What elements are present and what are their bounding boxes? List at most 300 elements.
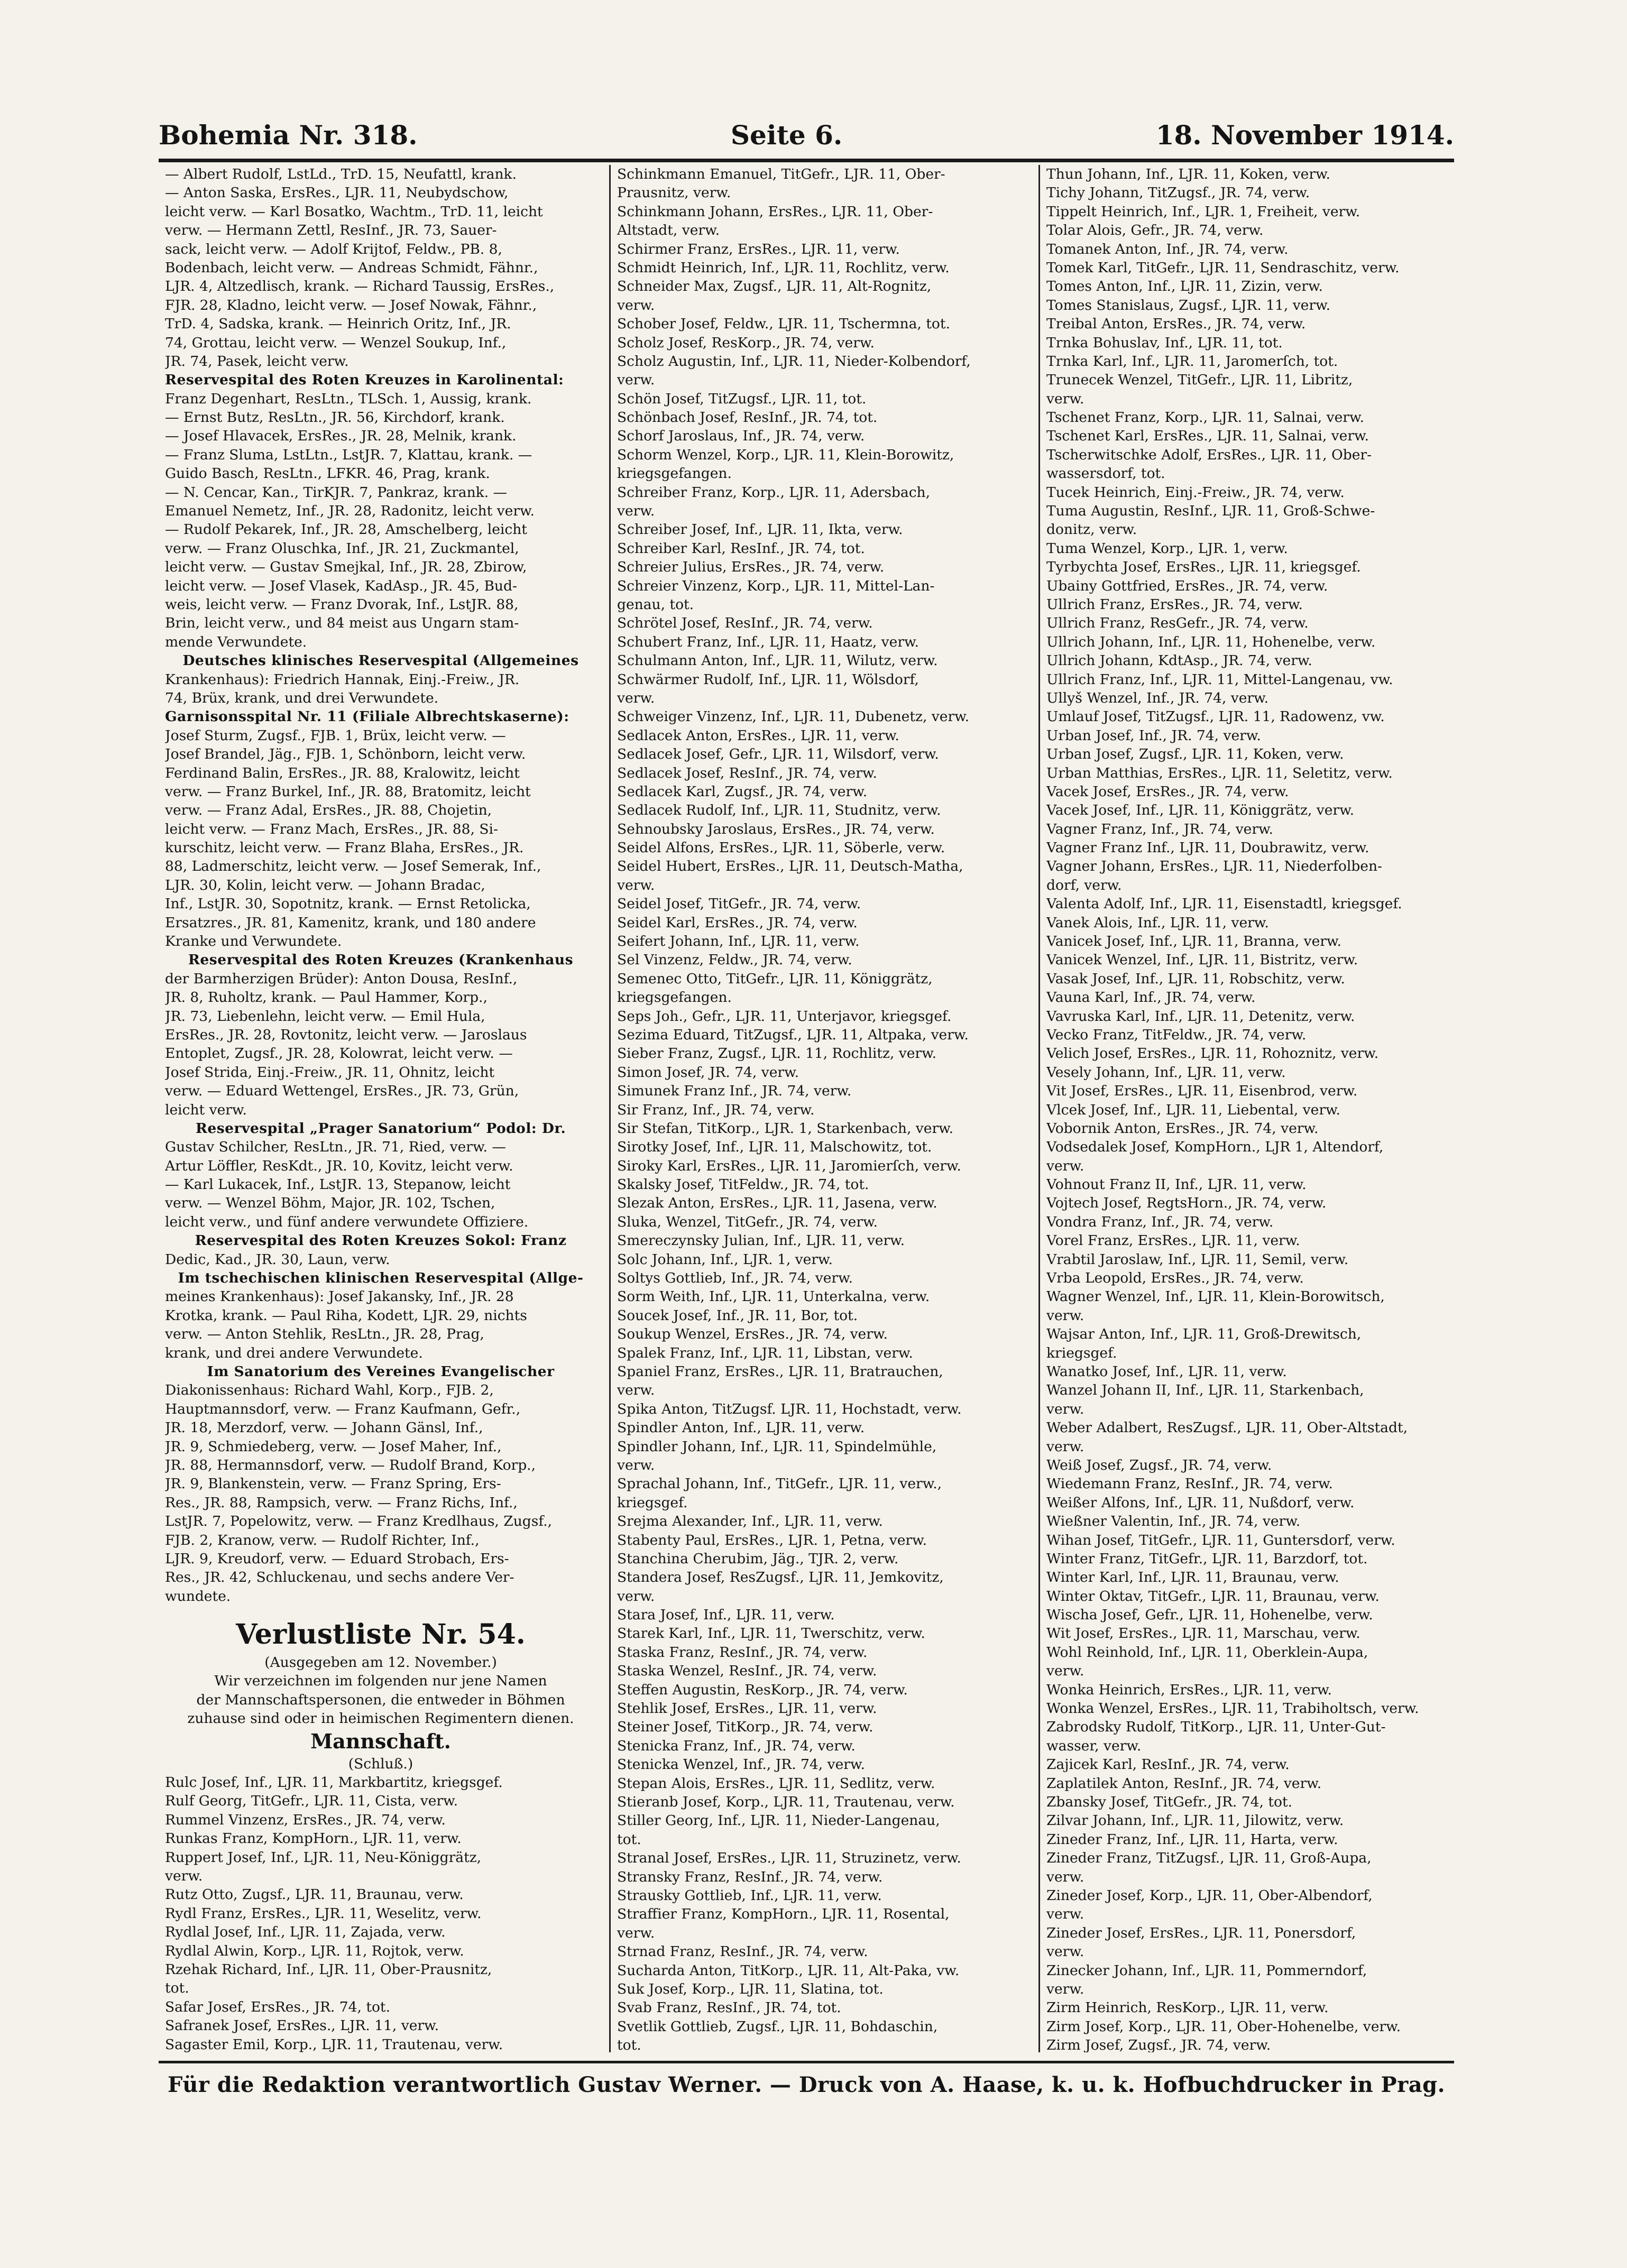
- text-line: Sir Stefan, TitKorp., LJR. 1, Starkenbach, verw.: [617, 1120, 954, 1137]
- text-line: Spalek Franz, Inf., LJR. 11, Libstan, verw.: [617, 1344, 913, 1361]
- text-line: verw.: [617, 689, 655, 706]
- text-line: Sluka, Wenzel, TitGefr., JR. 74, verw.: [617, 1213, 878, 1230]
- text-line: Vanicek Josef, Inf., LJR. 11, Branna, verw.: [1046, 933, 1341, 950]
- text-line: Rulc Josef, Inf., LJR. 11, Markbartitz, kriegsgef.: [165, 1774, 503, 1791]
- text-line: Staska Franz, ResInf., JR. 74, verw.: [617, 1644, 868, 1661]
- text-line: Srejma Alexander, Inf., LJR. 11, verw.: [617, 1513, 883, 1530]
- text-line: Schober Josef, Feldw., LJR. 11, Tschermna, tot.: [617, 316, 950, 333]
- text-line: Strnad Franz, ResInf., JR. 74, verw.: [617, 1943, 868, 1960]
- text-line: Scholz Augustin, Inf., LJR. 11, Nieder-Kolbendorf,: [617, 353, 971, 370]
- text-line: Sedlacek Karl, Zugsf., JR. 74, verw.: [617, 783, 868, 800]
- masthead-issue: Bohemia Nr. 318.: [159, 119, 418, 151]
- text-line: Rutz Otto, Zugsf., LJR. 11, Braunau, verw.: [165, 1886, 464, 1903]
- text-line: LJR. 9, Kreudorf, verw. — Eduard Strobach, Ers-: [165, 1550, 509, 1567]
- text-line: Schorm Wenzel, Korp., LJR. 11, Klein-Borowitz,: [617, 446, 954, 463]
- text-line: Runkas Franz, KompHorn., LJR. 11, verw.: [165, 1830, 462, 1847]
- text-line: Tuma Wenzel, Korp., LJR. 1, verw.: [1046, 540, 1288, 557]
- text-line: genau, tot.: [617, 596, 694, 613]
- text-line: Wohl Reinhold, Inf., LJR. 11, Oberklein-Aupa,: [1046, 1644, 1368, 1661]
- text-line: (Schluß.): [348, 1755, 413, 1772]
- text-line: Zineder Josef, ErsRes., LJR. 11, Ponersdorf,: [1046, 1924, 1356, 1941]
- text-line: Sedlacek Josef, Gefr., LJR. 11, Wilsdorf, verw.: [617, 746, 939, 763]
- text-line: Altstadt, verw.: [617, 222, 720, 239]
- text-line: JR. 74, Pasek, leicht verw.: [165, 353, 349, 370]
- text-line: Vacek Josef, ErsRes., JR. 74, verw.: [1046, 783, 1289, 800]
- text-line: verw.: [1046, 1307, 1084, 1324]
- text-line: Stanchina Cherubim, Jäg., TJR. 2, verw.: [617, 1550, 899, 1567]
- text-line: Treibal Anton, ErsRes., JR. 74, verw.: [1046, 316, 1306, 333]
- text-line: Wonka Heinrich, ErsRes., LJR. 11, verw.: [1046, 1681, 1332, 1698]
- text-line: Sir Franz, Inf., JR. 74, verw.: [617, 1101, 815, 1118]
- text-line: Rulf Georg, TitGefr., LJR. 11, Cista, verw.: [165, 1793, 458, 1810]
- text-line: verw.: [617, 503, 655, 520]
- text-line: kriegsgef.: [617, 1494, 688, 1511]
- text-line: Tomes Stanislaus, Zugsf., LJR. 11, verw.: [1046, 297, 1330, 314]
- text-line: donitz, verw.: [1046, 521, 1137, 538]
- text-line: verw.: [617, 1382, 655, 1399]
- text-line: Tolar Alois, Gefr., JR. 74, verw.: [1046, 222, 1264, 239]
- text-line: Smereczynsky Julian, Inf., LJR. 11, verw.: [617, 1232, 905, 1249]
- text-line: Dedic, Kad., JR. 30, Laun, verw.: [165, 1251, 390, 1268]
- text-line: Vlcek Josef, Inf., LJR. 11, Liebental, verw.: [1046, 1101, 1340, 1118]
- text-line: Wit Josef, ErsRes., LJR. 11, Marschau, verw.: [1046, 1625, 1361, 1642]
- text-line: Wießner Valentin, Inf., JR. 74, verw.: [1046, 1513, 1301, 1530]
- text-line: Hauptmannsdorf, verw. — Franz Kaufmann, Gefr.,: [165, 1400, 521, 1417]
- text-line: Tschenet Franz, Korp., LJR. 11, Salnai, verw.: [1046, 409, 1364, 426]
- text-line: Schubert Franz, Inf., LJR. 11, Haatz, verw.: [617, 633, 919, 650]
- text-line: (Ausgegeben am 12. November.): [264, 1654, 497, 1671]
- text-line: verw.: [1046, 1157, 1084, 1174]
- text-line: Artur Löffler, ResKdt., JR. 10, Kovitz, leicht verw.: [165, 1157, 513, 1174]
- column-left: [159, 165, 603, 2052]
- text-line: Wir verzeichnen im folgenden nur jene Namen: [214, 1673, 547, 1690]
- text-line: Schinkmann Johann, ErsRes., LJR. 11, Ober-: [617, 203, 933, 220]
- text-line: Weber Adalbert, ResZugsf., LJR. 11, Ober-Altstadt,: [1046, 1419, 1408, 1436]
- text-line: verw.: [1046, 1438, 1084, 1455]
- text-line: Sieber Franz, Zugsf., LJR. 11, Rochlitz, verw.: [617, 1045, 937, 1062]
- text-line: Wischa Josef, Gefr., LJR. 11, Hohenelbe, verw.: [1046, 1607, 1373, 1624]
- text-line: verw. — Franz Burkel, Inf., JR. 88, Bratomitz, leicht: [165, 783, 531, 800]
- text-line: Slezak Anton, ErsRes., LJR. 11, Jasena, verw.: [617, 1195, 937, 1212]
- text-line: leicht verw. — Josef Vlasek, KadAsp., JR. 45, Bud-: [165, 577, 517, 594]
- text-line: Thun Johann, Inf., LJR. 11, Koken, verw.: [1046, 166, 1330, 182]
- text-line: verw.: [617, 1924, 655, 1941]
- text-line: TrD. 4, Sadska, krank. — Heinrich Oritz, Inf., JR.: [165, 316, 511, 333]
- text-line: Res., JR. 88, Rampsich, verw. — Franz Richs, Inf.,: [165, 1494, 518, 1511]
- text-line: Gustav Schilcher, ResLtn., JR. 71, Ried, verw. —: [165, 1139, 506, 1156]
- text-line: verw. — Franz Adal, ErsRes., JR. 88, Chojetin,: [165, 802, 492, 819]
- text-line: Urban Josef, Zugsf., LJR. 11, Koken, verw.: [1046, 746, 1344, 763]
- text-line: Ubainy Gottfried, ErsRes., JR. 74, verw.: [1046, 577, 1328, 594]
- text-line: Stranal Josef, ErsRes., LJR. 11, Struzinetz, verw.: [617, 1850, 961, 1867]
- text-line: 88, Ladmerschitz, leicht verw. — Josef Semerak, Inf.,: [165, 858, 541, 875]
- text-line: Seps Joh., Gefr., LJR. 11, Unterjavor, kriegsgef.: [617, 1008, 952, 1025]
- text-line: Sucharda Anton, TitKorp., LJR. 11, Alt-Paka, vw.: [617, 1962, 960, 1979]
- text-line: mende Verwundete.: [165, 633, 307, 650]
- text-line: der Mannschaftspersonen, die entweder in Böhmen: [196, 1691, 565, 1708]
- text-line: verw.: [617, 297, 655, 314]
- text-line: Wagner Wenzel, Inf., LJR. 11, Klein-Borowitsch,: [1046, 1288, 1385, 1305]
- text-line: Schreier Julius, ErsRes., JR. 74, verw.: [617, 559, 885, 576]
- text-line: Seidel Josef, TitGefr., JR. 74, verw.: [617, 896, 861, 912]
- text-line: Stabenty Paul, ErsRes., LJR. 1, Petna, verw.: [617, 1532, 927, 1548]
- text-line: Vrabtil Jaroslaw, Inf., LJR. 11, Semil, verw.: [1046, 1251, 1349, 1268]
- text-line: LstJR. 7, Popelowitz, verw. — Franz Kredlhaus, Zugsf.,: [165, 1513, 553, 1530]
- text-line: — Rudolf Pekarek, Inf., JR. 28, Amschelberg, leicht: [165, 521, 527, 538]
- text-line: 74, Brüx, krank, und drei Verwundete.: [165, 689, 439, 706]
- text-line: Zabrodsky Rudolf, TitKorp., LJR. 11, Unter-Gut-: [1046, 1719, 1386, 1736]
- text-line: Ullrich Franz, ErsRes., JR. 74, verw.: [1046, 596, 1303, 613]
- text-line: wasser, verw.: [1046, 1737, 1142, 1754]
- text-line: verw. — Eduard Wettengel, ErsRes., JR. 73, Grün,: [165, 1083, 519, 1100]
- text-line: Vrba Leopold, ErsRes., JR. 74, verw.: [1046, 1270, 1304, 1287]
- text-line: Bodenbach, leicht verw. — Andreas Schmidt, Fähnr.,: [165, 259, 538, 276]
- text-line: — Josef Hlavacek, ErsRes., JR. 28, Melnik, krank.: [165, 428, 517, 445]
- text-line: Soltys Gottlieb, Inf., JR. 74, verw.: [617, 1270, 853, 1287]
- text-line: JR. 88, Hermannsdorf, verw. — Rudolf Brand, Korp.,: [165, 1456, 536, 1473]
- text-line: Spika Anton, TitZugsf. LJR. 11, Hochstadt, verw.: [617, 1400, 962, 1417]
- text-line: dorf, verw.: [1046, 877, 1122, 893]
- text-line: Schreier Vinzenz, Korp., LJR. 11, Mittel-Lan-: [617, 577, 935, 594]
- text-line: verw.: [617, 1456, 655, 1473]
- text-line: Inf., LstJR. 30, Sopotnitz, krank. — Ernst Retolicka,: [165, 896, 531, 912]
- text-line: Rydlal Josef, Inf., LJR. 11, Zajada, verw.: [165, 1924, 446, 1941]
- text-line: Diakonissenhaus: Richard Wahl, Korp., FJB. 2,: [165, 1382, 494, 1399]
- text-line: Soukup Wenzel, ErsRes., JR. 74, verw.: [617, 1326, 888, 1343]
- text-line: Wanzel Johann II, Inf., LJR. 11, Starkenbach,: [1046, 1382, 1364, 1399]
- text-line: leicht verw., und fünf andere verwundete Offiziere.: [165, 1213, 529, 1230]
- masthead-rule: [159, 159, 1454, 162]
- text-line: FJR. 28, Kladno, leicht verw. — Josef Nowak, Fähnr.,: [165, 297, 537, 314]
- text-line: Schrötel Josef, ResInf., JR. 74, verw.: [617, 615, 873, 632]
- text-line: Velich Josef, ErsRes., LJR. 11, Rohoznitz, verw.: [1046, 1045, 1379, 1062]
- text-line: Ullyš Wenzel, Inf., JR. 74, verw.: [1046, 689, 1269, 706]
- text-line: verw.: [1046, 1400, 1084, 1417]
- text-line: Seifert Johann, Inf., LJR. 11, verw.: [617, 933, 860, 950]
- text-line: Ullrich Franz, Inf., LJR. 11, Mittel-Langenau, vw.: [1046, 671, 1393, 688]
- text-line: JR. 9, Blankenstein, verw. — Franz Spring, Ers-: [165, 1476, 501, 1492]
- text-line: Safranek Josef, ErsRes., LJR. 11, verw.: [165, 2017, 439, 2034]
- subheading-line: Reservespital des Roten Kreuzes in Karolinental:: [165, 372, 564, 389]
- text-line: tot.: [617, 2037, 641, 2052]
- text-line: Stenicka Franz, Inf., JR. 74, verw.: [617, 1737, 856, 1754]
- subheading-line: Im Sanatorium des Vereines Evangelischer: [207, 1363, 555, 1380]
- text-line: Vagner Franz, Inf., JR. 74, verw.: [1046, 820, 1273, 837]
- text-line: Zilvar Johann, Inf., LJR. 11, Jilowitz, verw.: [1046, 1812, 1344, 1829]
- text-line: Wanatko Josef, Inf., LJR. 11, verw.: [1046, 1363, 1287, 1380]
- text-line: Sirotky Josef, Inf., LJR. 11, Malschowitz, tot.: [617, 1139, 932, 1156]
- text-line: Umlauf Josef, TitZugsf., LJR. 11, Radowenz, vw.: [1046, 708, 1385, 725]
- text-line: Prausnitz, verw.: [617, 185, 731, 201]
- text-line: Ferdinand Balin, ErsRes., JR. 88, Kralowitz, leicht: [165, 764, 520, 781]
- text-line: — Franz Sluma, LstLtn., LstJR. 7, Klattau, krank. —: [165, 446, 532, 463]
- text-line: — Albert Rudolf, LstLd., TrD. 15, Neufattl, krank.: [165, 166, 517, 182]
- text-line: Tucek Heinrich, Einj.-Freiw., JR. 74, verw.: [1046, 484, 1345, 501]
- text-line: Vodsedalek Josef, KompHorn., LJR 1, Altendorf,: [1046, 1139, 1384, 1156]
- text-line: Sel Vinzenz, Feldw., JR. 74, verw.: [617, 952, 852, 969]
- text-line: Vacek Josef, Inf., LJR. 11, Königgrätz, verw.: [1046, 802, 1355, 819]
- text-line: Trnka Karl, Inf., LJR. 11, Jaromerſch, tot.: [1046, 353, 1338, 370]
- text-line: Safar Josef, ErsRes., JR. 74, tot.: [165, 1998, 391, 2015]
- text-line: Ullrich Franz, ResGefr., JR. 74, verw.: [1046, 615, 1309, 632]
- text-line: Schinkmann Emanuel, TitGefr., LJR. 11, Ober-: [617, 166, 945, 182]
- subheading-line: Im tschechischen klinischen Reservespital (Allge-: [178, 1270, 584, 1287]
- text-line: verw.: [1046, 1906, 1084, 1923]
- text-line: Valenta Adolf, Inf., LJR. 11, Eisenstadtl, kriegsgef.: [1046, 896, 1402, 912]
- text-line: Urban Matthias, ErsRes., LJR. 11, Seletitz, verw.: [1046, 764, 1393, 781]
- text-line: Schreiber Josef, Inf., LJR. 11, Ikta, verw.: [617, 521, 903, 538]
- text-line: verw.: [617, 1588, 655, 1605]
- text-line: Schweiger Vinzenz, Inf., LJR. 11, Dubenetz, verw.: [617, 708, 970, 725]
- text-line: Skalsky Josef, TitFeldw., JR. 74, tot.: [617, 1176, 869, 1193]
- text-line: Schulmann Anton, Inf., LJR. 11, Wilutz, verw.: [617, 652, 938, 669]
- text-line: Ersatzres., JR. 81, Kamenitz, krank, und 180 andere: [165, 914, 536, 931]
- text-line: — Anton Saska, ErsRes., LJR. 11, Neubydschow,: [165, 185, 509, 201]
- text-line: Schreiber Karl, ResInf., JR. 74, tot.: [617, 540, 865, 557]
- text-line: wassersdorf, tot.: [1046, 465, 1165, 482]
- text-line: Josef Sturm, Zugsf., FJB. 1, Brüx, leicht verw. —: [165, 727, 506, 744]
- text-line: Ruppert Josef, Inf., LJR. 11, Neu-Königgrätz,: [165, 1849, 482, 1866]
- text-line: verw.: [165, 1867, 203, 1884]
- text-line: verw. — Wenzel Böhm, Major, JR. 102, Tschen,: [165, 1195, 495, 1212]
- text-line: JR. 8, Ruholtz, krank. — Paul Hammer, Korp.,: [165, 989, 488, 1006]
- text-line: Seidel Hubert, ErsRes., LJR. 11, Deutsch-Matha,: [617, 858, 963, 875]
- text-line: Semenec Otto, TitGefr., LJR. 11, Königgrätz,: [617, 970, 933, 987]
- text-line: Vasak Josef, Inf., LJR. 11, Robschitz, verw.: [1046, 970, 1345, 987]
- text-line: Tichy Johann, TitZugsf., JR. 74, verw.: [1046, 185, 1310, 201]
- text-line: verw.: [1046, 390, 1084, 407]
- column-middle: [609, 165, 1032, 2052]
- masthead-date: 18. November 1914.: [1155, 119, 1454, 151]
- section-title: Verlustliste Nr. 54.: [236, 1618, 526, 1651]
- text-line: verw.: [617, 877, 655, 893]
- text-line: Zirm Heinrich, ResKorp., LJR. 11, verw.: [1046, 1999, 1329, 2016]
- text-line: Franz Degenhart, ResLtn., TLSch. 1, Aussig, krank.: [165, 390, 532, 407]
- text-line: Vagner Johann, ErsRes., LJR. 11, Niederfolben-: [1046, 858, 1383, 875]
- text-line: Stieranb Josef, Korp., LJR. 11, Trautenau, verw.: [617, 1793, 955, 1810]
- text-line: Spindler Johann, Inf., LJR. 11, Spindelmühle,: [617, 1438, 937, 1455]
- text-line: Zineder Josef, Korp., LJR. 11, Ober-Albendorf,: [1046, 1887, 1373, 1904]
- text-line: Tomek Karl, TitGefr., LJR. 11, Sendraschitz, verw.: [1046, 259, 1400, 276]
- text-line: Weißer Alfons, Inf., LJR. 11, Nußdorf, verw.: [1046, 1494, 1355, 1511]
- text-line: Schreiber Franz, Korp., LJR. 11, Adersbach,: [617, 484, 931, 501]
- text-line: Vauna Karl, Inf., JR. 74, verw.: [1046, 989, 1256, 1006]
- text-line: Sedlacek Rudolf, Inf., LJR. 11, Studnitz, verw.: [617, 802, 941, 819]
- text-line: Svetlik Gottlieb, Zugsf., LJR. 11, Bohdaschin,: [617, 2018, 938, 2035]
- text-line: verw.: [1046, 1663, 1084, 1680]
- text-line: Sprachal Johann, Inf., TitGefr., LJR. 11, verw.,: [617, 1476, 942, 1492]
- text-line: Zirm Josef, Korp., LJR. 11, Ober-Hohenelbe, verw.: [1046, 2018, 1401, 2035]
- text-line: leicht verw. — Franz Mach, ErsRes., JR. 88, Si-: [165, 820, 498, 837]
- text-line: Vorel Franz, ErsRes., LJR. 11, verw.: [1046, 1232, 1300, 1249]
- text-line: — Karl Lukacek, Inf., LstJR. 13, Stepanow, leicht: [165, 1176, 511, 1193]
- text-line: Vohnout Franz II, Inf., LJR. 11, verw.: [1046, 1176, 1307, 1193]
- text-line: zuhause sind oder in heimischen Regimentern dienen.: [187, 1710, 574, 1727]
- text-line: Stara Josef, Inf., LJR. 11, verw.: [617, 1607, 835, 1624]
- text-line: Strausky Gottlieb, Inf., LJR. 11, verw.: [617, 1887, 882, 1904]
- text-line: Trunecek Wenzel, TitGefr., LJR. 11, Libritz,: [1046, 372, 1353, 389]
- text-line: Steffen Augustin, ResKorp., JR. 74, verw.: [617, 1681, 908, 1698]
- section-heading: Mannschaft.: [310, 1729, 451, 1753]
- text-line: Vit Josef, ErsRes., LJR. 11, Eisenbrod, verw.: [1046, 1083, 1358, 1100]
- text-line: leicht verw.: [165, 1101, 247, 1118]
- masthead-page-number: Seite 6.: [730, 119, 843, 151]
- text-line: Tippelt Heinrich, Inf., LJR. 1, Freiheit, verw.: [1046, 203, 1361, 220]
- text-line: Suk Josef, Korp., LJR. 11, Slatina, tot.: [617, 1980, 884, 1997]
- text-line: Vanek Alois, Inf., LJR. 11, verw.: [1046, 914, 1269, 931]
- column-right: [1038, 165, 1456, 2052]
- text-line: LJR. 4, Altzedlisch, krank. — Richard Taussig, ErsRes.,: [165, 278, 555, 295]
- text-line: Tomes Anton, Inf., LJR. 11, Zizin, verw.: [1046, 278, 1323, 295]
- text-line: Vondra Franz, Inf., JR. 74, verw.: [1046, 1213, 1274, 1230]
- text-line: meines Krankenhaus): Josef Jakansky, Inf., JR. 28: [165, 1288, 514, 1305]
- text-line: Schönbach Josef, ResInf., JR. 74, tot.: [617, 409, 878, 426]
- text-line: sack, leicht verw. — Adolf Krijtof, Feldw., PB. 8,: [165, 241, 502, 257]
- text-line: Kranke und Verwundete.: [165, 933, 342, 950]
- text-line: — Ernst Butz, ResLtn., JR. 56, Kirchdorf, krank.: [165, 409, 505, 426]
- text-line: verw. — Hermann Zettl, ResInf., JR. 73, Sauer-: [165, 222, 497, 239]
- text-line: Starek Karl, Inf., LJR. 11, Twerschitz, verw.: [617, 1625, 925, 1642]
- text-line: Soucek Josef, Inf., JR. 11, Bor, tot.: [617, 1307, 858, 1324]
- masthead: [159, 114, 1454, 151]
- text-line: Rydl Franz, ErsRes., LJR. 11, Weselitz, verw.: [165, 1905, 482, 1922]
- text-line: verw.: [1046, 1980, 1084, 1997]
- text-line: Stransky Franz, ResInf., JR. 74, verw.: [617, 1868, 883, 1885]
- text-line: Sorm Weith, Inf., LJR. 11, Unterkalna, verw.: [617, 1288, 930, 1305]
- text-line: Wajsar Anton, Inf., LJR. 11, Groß-Drewitsch,: [1046, 1326, 1362, 1343]
- text-line: Standera Josef, ResZugsf., LJR. 11, Jemkovitz,: [617, 1569, 944, 1586]
- text-line: Stehlik Josef, ErsRes., LJR. 11, verw.: [617, 1700, 877, 1717]
- text-line: Krankenhaus): Friedrich Hannak, Einj.-Freiw., JR.: [165, 671, 520, 688]
- text-line: Scholz Josef, ResKorp., JR. 74, verw.: [617, 334, 875, 351]
- text-line: verw. — Anton Stehlik, ResLtn., JR. 28, Prag,: [165, 1326, 484, 1343]
- subheading-line: Reservespital des Roten Kreuzes (Krankenhaus: [188, 952, 574, 969]
- text-line: Zineder Franz, TitZugsf., LJR. 11, Groß-Aupa,: [1046, 1850, 1372, 1867]
- text-line: verw. — Franz Oluschka, Inf., JR. 21, Zuckmantel,: [165, 540, 519, 557]
- text-line: Solc Johann, Inf., LJR. 1, verw.: [617, 1251, 833, 1268]
- text-line: Vavruska Karl, Inf., LJR. 11, Detenitz, verw.: [1046, 1008, 1355, 1025]
- text-line: JR. 18, Merzdorf, verw. — Johann Gänsl, Inf.,: [165, 1419, 483, 1436]
- text-line: Trnka Bohuslav, Inf., LJR. 11, tot.: [1046, 334, 1283, 351]
- text-line: der Barmherzigen Brüder): Anton Dousa, ResInf.,: [165, 970, 518, 987]
- text-line: Schmidt Heinrich, Inf., LJR. 11, Rochlitz, verw.: [617, 259, 950, 276]
- text-line: Zajicek Karl, ResInf., JR. 74, verw.: [1046, 1756, 1290, 1773]
- footer-rule: [159, 2061, 1454, 2063]
- text-line: Res., JR. 42, Schluckenau, und sechs andere Ver-: [165, 1569, 514, 1586]
- text-line: Winter Franz, TitGefr., LJR. 11, Barzdorf, tot.: [1046, 1550, 1368, 1567]
- subheading-line: Reservespital „Prager Sanatorium“ Podol: Dr.: [195, 1120, 566, 1137]
- text-line: Sedlacek Josef, ResInf., JR. 74, verw.: [617, 764, 877, 781]
- text-line: verw.: [1046, 1868, 1084, 1885]
- text-line: Urban Josef, Inf., JR. 74, verw.: [1046, 727, 1261, 744]
- text-line: Stenicka Wenzel, Inf., JR. 74, verw.: [617, 1756, 865, 1773]
- subheading-line: Deutsches klinisches Reservespital (Allgemeines: [182, 652, 579, 669]
- text-line: Zirm Josef, Zugsf., JR. 74, verw.: [1046, 2037, 1271, 2052]
- text-line: Vanicek Wenzel, Inf., LJR. 11, Bistritz, verw.: [1046, 952, 1358, 969]
- text-line: Schirmer Franz, ErsRes., LJR. 11, verw.: [617, 241, 900, 257]
- text-line: Simon Josef, JR. 74, verw.: [617, 1064, 799, 1081]
- text-line: Wonka Wenzel, ErsRes., LJR. 11, Trabiholtsch, verw.: [1046, 1700, 1419, 1717]
- text-line: Josef Brandel, Jäg., FJB. 1, Schönborn, leicht verw.: [165, 746, 526, 763]
- text-line: Vobornik Anton, ErsRes., JR. 74, verw.: [1046, 1120, 1319, 1137]
- text-line: Schneider Max, Zugsf., LJR. 11, Alt-Rognitz,: [617, 278, 932, 295]
- text-line: Sehnoubsky Jaroslaus, ErsRes., JR. 74, verw.: [617, 820, 935, 837]
- text-line: Tscherwitschke Adolf, ErsRes., LJR. 11, Ober-: [1046, 446, 1372, 463]
- text-line: Seidel Karl, ErsRes., JR. 74, verw.: [617, 914, 858, 931]
- text-line: weis, leicht verw. — Franz Dvorak, Inf., LstJR. 88,: [165, 596, 519, 613]
- text-line: Siroky Karl, ErsRes., LJR. 11, Jaromierſch, verw.: [617, 1157, 961, 1174]
- text-line: Vojtech Josef, RegtsHorn., JR. 74, verw.: [1046, 1195, 1327, 1212]
- text-line: Rzehak Richard, Inf., LJR. 11, Ober-Prausnitz,: [165, 1961, 492, 1978]
- text-line: — N. Cencar, Kan., TirKJR. 7, Pankraz, krank. —: [165, 484, 508, 501]
- text-line: leicht verw. — Karl Bosatko, Wachtm., TrD. 11, leicht: [165, 203, 543, 220]
- text-line: Straffier Franz, KompHorn., LJR. 11, Rosental,: [617, 1906, 950, 1923]
- text-line: Simunek Franz Inf., JR. 74, verw.: [617, 1083, 852, 1100]
- text-line: Vagner Franz Inf., LJR. 11, Doubrawitz, verw.: [1046, 840, 1369, 856]
- text-line: wundete.: [165, 1588, 231, 1605]
- text-line: leicht verw. — Gustav Smejkal, Inf., JR. 28, Zbirow,: [165, 559, 527, 576]
- text-line: Sagaster Emil, Korp., LJR. 11, Trautenau, verw.: [165, 2036, 503, 2052]
- text-line: Vesely Johann, Inf., LJR. 11, verw.: [1046, 1064, 1286, 1081]
- subheading-line: Garnisonsspital Nr. 11 (Filiale Albrechtskaserne):: [165, 708, 569, 725]
- text-line: krank, und drei andere Verwundete.: [165, 1344, 423, 1361]
- text-line: Zinecker Johann, Inf., LJR. 11, Pommerndorf,: [1046, 1962, 1367, 1979]
- text-line: Wiedemann Franz, ResInf., JR. 74, verw.: [1046, 1476, 1333, 1492]
- text-line: Tschenet Karl, ErsRes., LJR. 11, Salnai, verw.: [1046, 428, 1369, 445]
- text-line: Weiß Josef, Zugsf., JR. 74, verw.: [1046, 1456, 1272, 1473]
- text-line: Zaplatilek Anton, ResInf., JR. 74, verw.: [1046, 1775, 1322, 1792]
- text-line: Staska Wenzel, ResInf., JR. 74, verw.: [617, 1663, 877, 1680]
- text-line: Wihan Josef, TitGefr., LJR. 11, Guntersdorf, verw.: [1046, 1532, 1395, 1548]
- text-line: Seidel Alfons, ErsRes., LJR. 11, Söberle, verw.: [617, 840, 945, 856]
- text-line: Tyrbychta Josef, ErsRes., LJR. 11, kriegsgef.: [1046, 559, 1361, 576]
- text-line: Josef Strida, Einj.-Freiw., JR. 11, Ohnitz, leicht: [165, 1064, 495, 1081]
- text-line: Vecko Franz, TitFeldw., JR. 74, verw.: [1046, 1026, 1307, 1043]
- text-line: Ullrich Johann, KdtAsp., JR. 74, verw.: [1046, 652, 1312, 669]
- text-line: Emanuel Nemetz, Inf., JR. 28, Radonitz, leicht verw.: [165, 503, 535, 520]
- text-line: Spaniel Franz, ErsRes., LJR. 11, Bratrauchen,: [617, 1363, 943, 1380]
- text-line: Rummel Vinzenz, ErsRes., JR. 74, verw.: [165, 1811, 446, 1828]
- text-line: kriegsgef.: [1046, 1344, 1117, 1361]
- text-line: Guido Basch, ResLtn., LFKR. 46, Prag, krank.: [165, 465, 490, 482]
- text-line: ErsRes., JR. 28, Rovtonitz, leicht verw. — Jaroslaus: [165, 1026, 527, 1043]
- text-line: Rydlal Alwin, Korp., LJR. 11, Rojtok, verw.: [165, 1942, 464, 1959]
- text-line: Sedlacek Anton, ErsRes., LJR. 11, verw.: [617, 727, 899, 744]
- imprint-footer: Für die Redaktion verantwortlich Gustav Werner. — Druck von A. Haase, k. u. k. Hofbuchdrucker in Prag.: [168, 2072, 1445, 2097]
- text-line: kriegsgefangen.: [617, 465, 732, 482]
- text-line: Schön Josef, TitZugsf., LJR. 11, tot.: [617, 390, 867, 407]
- text-line: Zineder Franz, Inf., LJR. 11, Harta, verw.: [1046, 1831, 1338, 1848]
- text-line: verw.: [1046, 1943, 1084, 1960]
- text-line: Sezima Eduard, TitZugsf., LJR. 11, Altpaka, verw.: [617, 1026, 969, 1043]
- text-line: Stiller Georg, Inf., LJR. 11, Nieder-Langenau,: [617, 1812, 940, 1829]
- text-line: Steiner Josef, TitKorp., JR. 74, verw.: [617, 1719, 874, 1736]
- text-line: Tomanek Anton, Inf., JR. 74, verw.: [1046, 241, 1289, 257]
- text-line: Winter Oktav, TitGefr., LJR. 11, Braunau, verw.: [1046, 1588, 1380, 1605]
- text-line: Entoplet, Zugsf., JR. 28, Kolowrat, leicht verw. —: [165, 1045, 513, 1062]
- text-line: Schwärmer Rudolf, Inf., LJR. 11, Wölsdorf,: [617, 671, 919, 688]
- subheading-line: Reservespital des Roten Kreuzes Sokol: Franz: [195, 1232, 567, 1249]
- text-line: FJB. 2, Kranow, verw. — Rudolf Richter, Inf.,: [165, 1532, 480, 1548]
- text-line: Winter Karl, Inf., LJR. 11, Braunau, verw.: [1046, 1569, 1339, 1586]
- text-line: Zbansky Josef, TitGefr., JR. 74, tot.: [1046, 1793, 1293, 1810]
- text-line: Krotka, krank. — Paul Riha, Kodett, LJR. 29, nichts: [165, 1307, 527, 1324]
- text-line: Tuma Augustin, ResInf., LJR. 11, Groß-Schwe-: [1046, 503, 1375, 520]
- text-line: tot.: [617, 1831, 641, 1848]
- text-line: LJR. 30, Kolin, leicht verw. — Johann Bradac,: [165, 877, 485, 893]
- text-line: Ullrich Johann, Inf., LJR. 11, Hohenelbe, verw.: [1046, 633, 1376, 650]
- text-line: JR. 9, Schmiedeberg, verw. — Josef Maher, Inf.,: [165, 1438, 502, 1455]
